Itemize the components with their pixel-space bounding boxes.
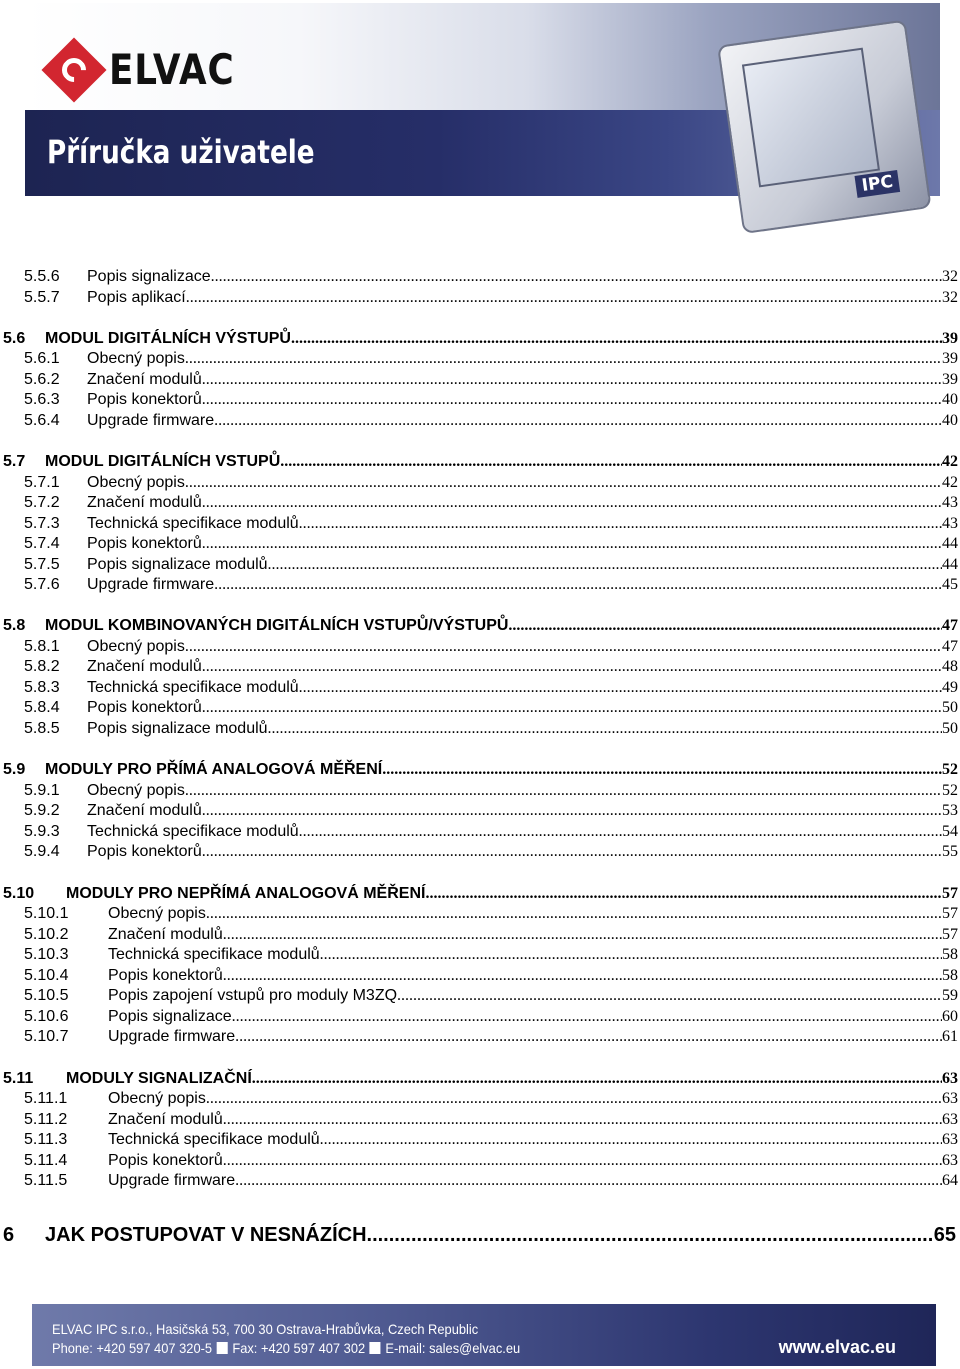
toc-title: Upgrade firmware xyxy=(108,1028,236,1045)
toc-number: 5.6.2 xyxy=(24,371,60,388)
toc-number: 5.10.7 xyxy=(24,1028,69,1045)
toc-title: Značení modulů xyxy=(87,658,202,675)
toc-title: Technická specifikace modulů xyxy=(108,1131,320,1148)
toc-number: 5.10.2 xyxy=(24,926,69,943)
toc-number: 5.9.2 xyxy=(24,802,60,819)
toc-number: 5.6.3 xyxy=(24,391,60,408)
toc-leader-dots xyxy=(367,1224,934,1247)
footer-website[interactable]: www.elvac.eu xyxy=(778,1337,896,1357)
toc-page-number: 50 xyxy=(942,720,958,737)
toc-leader-dots xyxy=(508,617,942,635)
toc-title: Popis konektorů xyxy=(108,1152,223,1169)
toc-title: Obecný popis xyxy=(87,782,185,799)
toc-page-number: 64 xyxy=(942,1172,958,1189)
toc-subsection[interactable] xyxy=(24,576,958,594)
toc-page-number: 63 xyxy=(942,1090,958,1107)
toc-page-number: 47 xyxy=(942,638,958,655)
toc-page-number: 49 xyxy=(942,679,958,696)
toc-page-number: 58 xyxy=(942,946,958,963)
toc-leader-dots xyxy=(232,1008,942,1026)
toc-title: Značení modulů xyxy=(108,1111,223,1128)
ipc-device-image xyxy=(717,18,943,244)
toc-leader-dots xyxy=(425,885,942,903)
toc-title: MODULY SIGNALIZAČNÍ xyxy=(66,1070,252,1087)
toc-subsection[interactable] xyxy=(24,1111,958,1129)
toc-leader-dots xyxy=(299,823,942,841)
toc-number: 5.6 xyxy=(3,330,26,347)
toc-title: Popis signalizace xyxy=(87,268,211,285)
toc-subsection[interactable] xyxy=(24,987,958,1005)
toc-page-number: 47 xyxy=(942,617,958,634)
toc-page-number: 61 xyxy=(942,1028,958,1045)
toc-subsection[interactable] xyxy=(24,638,958,656)
toc-title: Upgrade firmware xyxy=(108,1172,236,1189)
toc-title: Technická specifikace modulů xyxy=(87,679,299,696)
toc-page-number: 63 xyxy=(942,1070,958,1087)
toc-page-number: 63 xyxy=(942,1152,958,1169)
toc-leader-dots xyxy=(185,782,942,800)
toc-section[interactable] xyxy=(3,330,958,348)
toc-subsection[interactable] xyxy=(24,946,958,964)
toc-leader-dots xyxy=(299,679,942,697)
toc-section[interactable] xyxy=(3,885,958,903)
footer-address: ELVAC IPC s.r.o., Hasičská 53, 700 30 Ostrava-Hrabůvka, Czech Republic xyxy=(52,1321,479,1337)
footer-banner xyxy=(32,1304,936,1366)
toc-title: Technická specifikace modulů xyxy=(87,515,299,532)
toc-page-number: 32 xyxy=(942,289,958,306)
toc-page-number: 43 xyxy=(942,515,958,532)
toc-number: 5.7.2 xyxy=(24,494,60,511)
toc-page-number: 63 xyxy=(942,1111,958,1128)
toc-number: 5.10 xyxy=(3,885,35,902)
toc-page-number: 59 xyxy=(942,987,958,1004)
toc-page-number: 54 xyxy=(942,823,958,840)
toc-number: 5.8 xyxy=(3,617,26,634)
toc-subsection[interactable] xyxy=(24,1028,958,1046)
toc-number: 5.7 xyxy=(3,453,26,470)
toc-number: 5.11.2 xyxy=(24,1111,68,1128)
toc-leader-dots xyxy=(280,453,942,471)
toc-subsection[interactable] xyxy=(24,412,958,430)
toc-subsection[interactable] xyxy=(24,391,958,409)
toc-subsection[interactable] xyxy=(24,720,958,738)
toc-section[interactable] xyxy=(3,761,958,779)
toc-leader-dots xyxy=(202,802,942,820)
toc-title: Popis konektorů xyxy=(87,391,202,408)
toc-number: 5.8.4 xyxy=(24,699,60,716)
toc-page-number: 40 xyxy=(942,412,958,429)
toc-leader-dots xyxy=(202,843,942,861)
toc-leader-dots xyxy=(291,330,942,348)
toc-subsection[interactable] xyxy=(24,494,958,512)
toc-number: 5.10.1 xyxy=(24,905,69,922)
toc-title: Obecný popis xyxy=(108,1090,206,1107)
toc-leader-dots xyxy=(299,515,942,533)
elvac-logo xyxy=(45,45,257,94)
logo-text: ELVAC xyxy=(109,45,235,94)
toc-subsection[interactable] xyxy=(24,823,958,841)
toc-page-number: 42 xyxy=(942,474,958,491)
toc-number: 5.10.6 xyxy=(24,1008,69,1025)
toc-number: 5.10.3 xyxy=(24,946,69,963)
toc-leader-dots xyxy=(214,576,942,594)
toc-leader-dots xyxy=(202,699,942,717)
footer-fax: Fax: +420 597 407 302 xyxy=(232,1340,366,1356)
toc-leader-dots xyxy=(268,720,942,738)
toc-leader-dots xyxy=(206,1090,942,1108)
toc-subsection[interactable] xyxy=(24,802,958,820)
toc-title: Technická specifikace modulů xyxy=(87,823,299,840)
toc-number: 5.9.4 xyxy=(24,843,60,860)
device-label: IPC xyxy=(855,170,901,198)
toc-title: Upgrade firmware xyxy=(87,412,215,429)
toc-leader-dots xyxy=(202,658,942,676)
toc-subsection[interactable] xyxy=(24,926,958,944)
footer-phone: Phone: +420 597 407 320-5 xyxy=(52,1340,213,1356)
toc-subsection[interactable] xyxy=(24,350,958,368)
toc-page-number: 63 xyxy=(942,1131,958,1148)
toc-leader-dots xyxy=(185,638,942,656)
toc-leader-dots xyxy=(185,474,942,492)
toc-number: 5.7.4 xyxy=(24,535,60,552)
toc-number: 5.8.1 xyxy=(24,638,60,655)
toc-leader-dots xyxy=(223,926,942,944)
toc-title: Obecný popis xyxy=(87,350,185,367)
toc-subsection[interactable] xyxy=(24,967,958,985)
toc-number: 5.5.6 xyxy=(24,268,60,285)
toc-number: 5.9.1 xyxy=(24,782,60,799)
toc-title: Značení modulů xyxy=(87,371,202,388)
toc-leader-dots xyxy=(185,350,942,368)
toc-section[interactable] xyxy=(3,453,958,471)
toc-page-number: 58 xyxy=(942,967,958,984)
toc-subsection[interactable] xyxy=(24,699,958,717)
toc-number: 5.7.5 xyxy=(24,556,60,573)
toc-title: Popis signalizace modulů xyxy=(87,556,268,573)
toc-page-number: 52 xyxy=(942,782,958,799)
toc-leader-dots xyxy=(214,412,942,430)
toc-chapter[interactable] xyxy=(3,1224,956,1247)
document-title: Příručka uživatele xyxy=(47,133,315,171)
toc-subsection[interactable] xyxy=(24,1131,958,1149)
toc-title: Popis konektorů xyxy=(87,535,202,552)
toc-page-number: 65 xyxy=(933,1224,956,1246)
header-banner xyxy=(25,3,940,233)
toc-subsection[interactable] xyxy=(24,1152,958,1170)
toc-page-number: 60 xyxy=(942,1008,958,1025)
toc-section[interactable] xyxy=(3,1070,958,1088)
toc-title: Obecný popis xyxy=(87,474,185,491)
toc-title: Popis konektorů xyxy=(108,967,223,984)
toc-number: 5.11.3 xyxy=(24,1131,68,1148)
toc-title: Popis konektorů xyxy=(87,843,202,860)
toc-title: Upgrade firmware xyxy=(87,576,215,593)
toc-leader-dots xyxy=(186,289,942,307)
toc-leader-dots xyxy=(202,535,942,553)
elvac-logo-icon xyxy=(41,37,106,102)
toc-subsection[interactable] xyxy=(24,535,958,553)
toc-page-number: 53 xyxy=(942,802,958,819)
toc-leader-dots xyxy=(223,967,942,985)
toc-title: Popis aplikací xyxy=(87,289,186,306)
toc-subsection[interactable] xyxy=(24,679,958,697)
toc-leader-dots xyxy=(268,556,942,574)
toc-subsection[interactable] xyxy=(24,843,958,861)
toc-leader-dots xyxy=(202,391,942,409)
footer-contacts xyxy=(52,1340,520,1356)
toc-title: Technická specifikace modulů xyxy=(108,946,320,963)
toc-page-number: 57 xyxy=(942,926,958,943)
toc-subsection[interactable] xyxy=(24,289,958,307)
toc-subsection[interactable] xyxy=(24,905,958,923)
toc-leader-dots xyxy=(235,1028,942,1046)
toc-page-number: 57 xyxy=(942,885,958,902)
toc-leader-dots xyxy=(397,987,942,1005)
toc-leader-dots xyxy=(320,1131,942,1149)
toc-leader-dots xyxy=(211,268,942,286)
toc-title: Obecný popis xyxy=(87,638,185,655)
toc-title: Značení modulů xyxy=(87,494,202,511)
toc-number: 5.6.4 xyxy=(24,412,60,429)
toc-leader-dots xyxy=(235,1172,942,1190)
toc-number: 5.11.5 xyxy=(24,1172,68,1189)
toc-page-number: 50 xyxy=(942,699,958,716)
toc-number: 5.7.1 xyxy=(24,474,60,491)
toc-number: 5.11.1 xyxy=(24,1090,68,1107)
toc-number: 5.8.2 xyxy=(24,658,60,675)
toc-number: 5.8.3 xyxy=(24,679,60,696)
toc-page-number: 39 xyxy=(942,350,958,367)
toc-subsection[interactable] xyxy=(24,1090,958,1108)
toc-number: 5.9.3 xyxy=(24,823,60,840)
toc-number: 5.11.4 xyxy=(24,1152,68,1169)
toc-leader-dots xyxy=(202,371,942,389)
toc-page-number: 39 xyxy=(942,330,958,347)
toc-page-number: 42 xyxy=(942,453,958,470)
toc-page-number: 45 xyxy=(942,576,958,593)
toc-number: 5.7.6 xyxy=(24,576,60,593)
toc-leader-dots xyxy=(382,761,942,779)
toc-title: JAK POSTUPOVAT V NESNÁZÍCH xyxy=(45,1224,367,1246)
toc-title: MODUL DIGITÁLNÍCH VÝSTUPŮ xyxy=(45,330,291,347)
toc-subsection[interactable] xyxy=(24,515,958,533)
toc-page-number: 43 xyxy=(942,494,958,511)
toc-number: 5.8.5 xyxy=(24,720,60,737)
toc-title: Popis signalizace xyxy=(108,1008,232,1025)
toc-page-number: 48 xyxy=(942,658,958,675)
toc-title: Značení modulů xyxy=(108,926,223,943)
toc-title: Popis konektorů xyxy=(87,699,202,716)
toc-section[interactable] xyxy=(3,617,958,635)
email-icon xyxy=(370,1342,381,1354)
toc-title: MODUL KOMBINOVANÝCH DIGITÁLNÍCH VSTUPŮ/VÝSTUPŮ xyxy=(45,617,509,634)
toc-number: 5.11 xyxy=(3,1070,34,1087)
toc-leader-dots xyxy=(202,494,942,512)
device-screen xyxy=(742,48,880,188)
toc-number: 5.5.7 xyxy=(24,289,60,306)
toc-title: Popis signalizace modulů xyxy=(87,720,268,737)
toc-number: 5.10.4 xyxy=(24,967,69,984)
toc-title: Obecný popis xyxy=(108,905,206,922)
toc-subsection[interactable] xyxy=(24,474,958,492)
toc-title: Značení modulů xyxy=(87,802,202,819)
toc-subsection[interactable] xyxy=(24,371,958,389)
toc-leader-dots xyxy=(206,905,942,923)
toc-number: 5.10.5 xyxy=(24,987,69,1004)
toc-page-number: 57 xyxy=(942,905,958,922)
toc-subsection[interactable] xyxy=(24,782,958,800)
toc-leader-dots xyxy=(252,1070,942,1088)
toc-page-number: 52 xyxy=(942,761,958,778)
toc-title: Popis zapojení vstupů pro moduly M3ZQ xyxy=(108,987,398,1004)
toc-title: MODULY PRO PŘÍMÁ ANALOGOVÁ MĚŘENÍ xyxy=(45,761,383,778)
toc-leader-dots xyxy=(320,946,942,964)
toc-page-number: 32 xyxy=(942,268,958,285)
toc-page-number: 39 xyxy=(942,371,958,388)
toc-page-number: 40 xyxy=(942,391,958,408)
toc-leader-dots xyxy=(223,1152,942,1170)
toc-leader-dots xyxy=(223,1111,942,1129)
toc-number: 6 xyxy=(3,1224,15,1246)
toc-title: MODULY PRO NEPŘÍMÁ ANALOGOVÁ MĚŘENÍ xyxy=(66,885,426,902)
toc-page-number: 44 xyxy=(942,556,958,573)
footer-email[interactable]: E-mail: sales@elvac.eu xyxy=(385,1340,521,1356)
toc-number: 5.9 xyxy=(3,761,26,778)
toc-page-number: 55 xyxy=(942,843,958,860)
fax-icon xyxy=(217,1342,228,1354)
toc-title: MODUL DIGITÁLNÍCH VSTUPŮ xyxy=(45,453,281,470)
toc-subsection[interactable] xyxy=(24,658,958,676)
toc-subsection[interactable] xyxy=(24,556,958,574)
toc-number: 5.7.3 xyxy=(24,515,60,532)
toc-page-number: 44 xyxy=(942,535,958,552)
toc-subsection[interactable] xyxy=(24,1172,958,1190)
toc-subsection[interactable] xyxy=(24,268,958,286)
toc-subsection[interactable] xyxy=(24,1008,958,1026)
toc-number: 5.6.1 xyxy=(24,350,60,367)
